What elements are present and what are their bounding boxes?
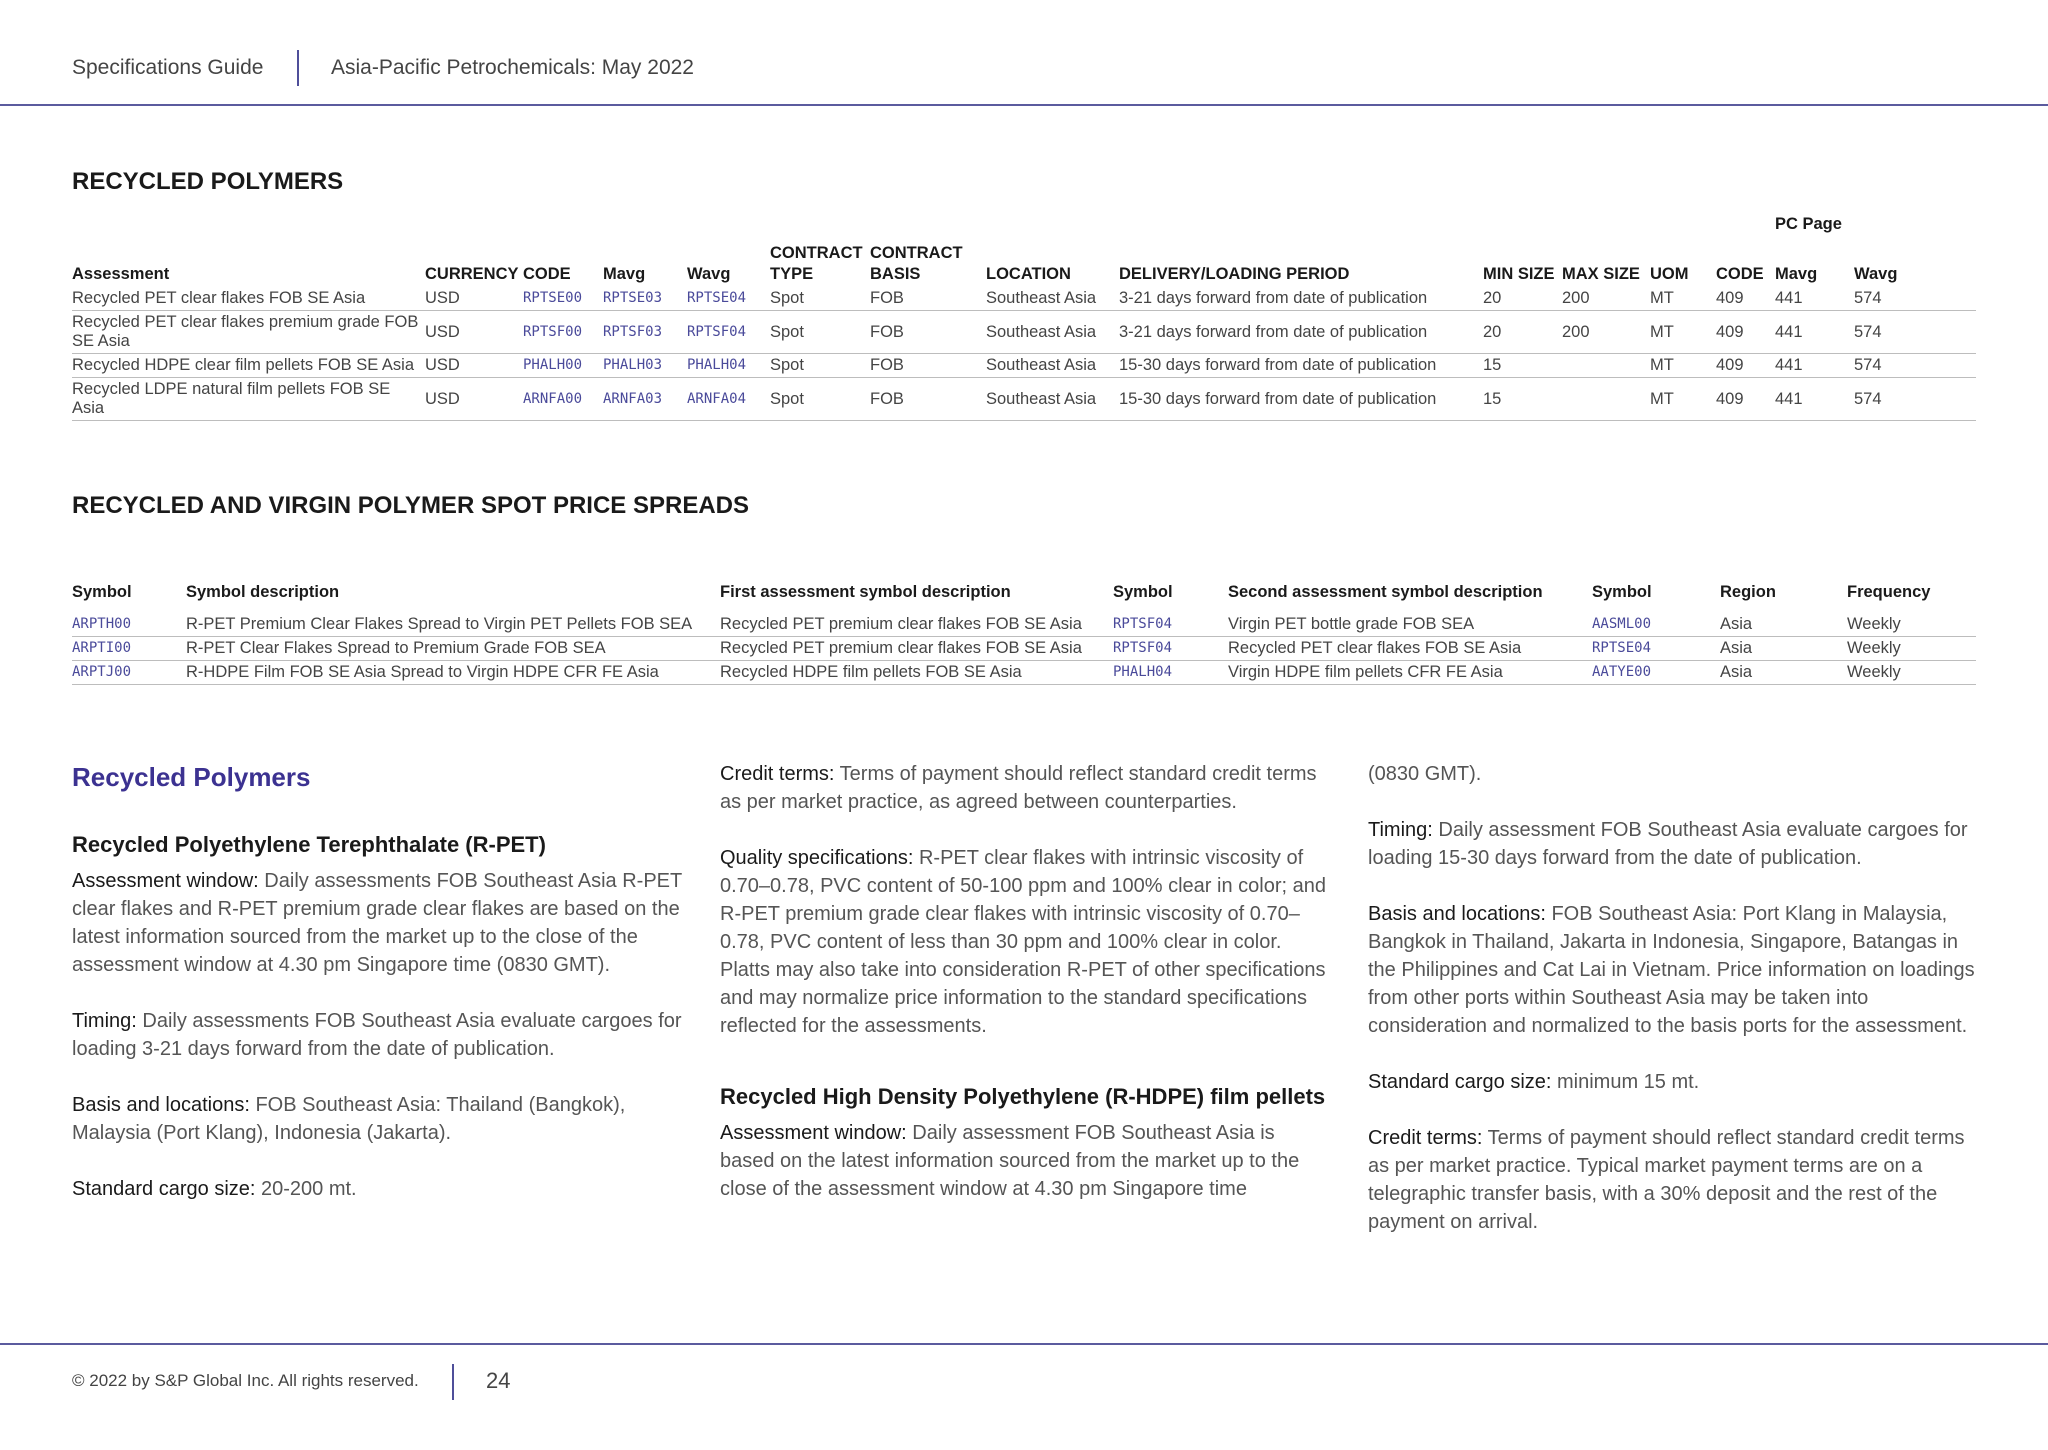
pc-code-cell: 409 xyxy=(1716,378,1775,421)
contract-basis-cell: FOB xyxy=(870,287,986,311)
currency-cell: USD xyxy=(425,311,523,354)
uom-cell: MT xyxy=(1650,354,1716,378)
frequency-cell: Weekly xyxy=(1847,661,1976,685)
rhdpe-assessment-window-cont: (0830 GMT). xyxy=(1368,763,1482,785)
assessment-cell: Recycled PET clear flakes premium grade FOB SE Asia xyxy=(72,311,425,354)
pc-wavg-cell: 574 xyxy=(1854,287,1976,311)
uom-cell: MT xyxy=(1650,287,1716,311)
column-header: Symbol xyxy=(1592,583,1652,601)
column-header: Wavg xyxy=(687,265,731,283)
column-header: Symbol description xyxy=(186,583,340,601)
table-row xyxy=(72,378,1976,421)
section-title-recycled-polymers: RECYCLED POLYMERS xyxy=(72,168,344,195)
column-header: Assessment xyxy=(72,265,170,283)
contract-basis-cell: FOB xyxy=(870,311,986,354)
rhdpe-credit-terms: Credit terms: Terms of payment should reflect standard credit terms as per market practice. Typical market payment terms are on a telegraphic transfer basis, with a 30% deposit and the rest of the payment on arrival. xyxy=(1368,1127,1965,1233)
pc-page-label: PC Page xyxy=(1775,215,1842,233)
column-header: LOCATION xyxy=(986,265,1071,283)
rhdpe-timing: Timing: Daily assessment FOB Southeast Asia evaluate cargoes for loading 15-30 days forward from the date of publication. xyxy=(1368,819,1968,869)
text-column-2 xyxy=(720,760,1330,1231)
column-header: Region xyxy=(1720,583,1776,601)
copyright: © 2022 by S&P Global Inc. All rights reserved. xyxy=(72,1371,419,1390)
second-symbol-cell: AASML00 xyxy=(1592,613,1720,637)
symbol-cell: ARPTH00 xyxy=(72,613,186,637)
rpet-basis: Basis and locations: FOB Southeast Asia: Thailand (Bangkok), Malaysia (Port Klang), Indonesia (Jakarta). xyxy=(72,1094,626,1144)
column-header: Mavg xyxy=(1775,265,1818,283)
min-size-cell: 15 xyxy=(1483,354,1562,378)
delivery-period-cell: 3-21 days forward from date of publication xyxy=(1119,311,1483,354)
contract-basis-cell: FOB xyxy=(870,378,986,421)
contract-type-cell: Spot xyxy=(770,287,870,311)
column-header: Second assessment symbol description xyxy=(1228,583,1543,601)
column-header: Symbol xyxy=(1113,583,1173,601)
delivery-period-cell: 15-30 days forward from date of publication xyxy=(1119,354,1483,378)
mavg-code-cell: ARNFA03 xyxy=(603,378,687,421)
first-assessment-cell: Recycled HDPE film pellets FOB SE Asia xyxy=(720,661,1113,685)
location-cell: Southeast Asia xyxy=(986,354,1119,378)
currency-cell: USD xyxy=(425,354,523,378)
contract-type-cell: Spot xyxy=(770,354,870,378)
column-header: Symbol xyxy=(72,583,132,601)
delivery-period-cell: 3-21 days forward from date of publication xyxy=(1119,287,1483,311)
page-header xyxy=(0,0,2048,106)
wavg-code-cell: PHALH04 xyxy=(687,354,770,378)
table-header-row xyxy=(72,237,1976,287)
first-symbol-cell: RPTSF04 xyxy=(1113,613,1228,637)
main-heading: Recycled Polymers xyxy=(72,762,311,792)
pc-code-cell: 409 xyxy=(1716,311,1775,354)
column-header: DELIVERY/LOADING PERIOD xyxy=(1119,265,1350,283)
pc-page-header-row xyxy=(72,214,1976,237)
second-assessment-cell: Recycled PET clear flakes FOB SE Asia xyxy=(1228,637,1592,661)
location-cell: Southeast Asia xyxy=(986,287,1119,311)
first-symbol-cell: PHALH04 xyxy=(1113,661,1228,685)
frequency-cell: Weekly xyxy=(1847,613,1976,637)
column-header: CONTRACT BASIS xyxy=(870,244,963,283)
table-row xyxy=(72,354,1976,378)
column-header: Frequency xyxy=(1847,583,1931,601)
column-header: CODE xyxy=(523,265,571,283)
mavg-code-cell: RPTSE03 xyxy=(603,287,687,311)
section-title-price-spreads: RECYCLED AND VIRGIN POLYMER SPOT PRICE SPREADS xyxy=(72,492,749,519)
rpet-quality-specs: Quality specifications: R-PET clear flakes with intrinsic viscosity of 0.70–0.78, PVC content of 50-100 ppm and 100% clear in color; and R-PET premium grade clear flakes with intrinsic viscosity of 0.70–0.78, PVC content of less than 30 ppm and 100% clear in color. Platts may also take into consideration R-PET of other specifications and may normalize price information to the standard specifications reflected for the assessments. xyxy=(720,847,1326,1037)
pc-mavg-cell: 441 xyxy=(1775,378,1854,421)
rhdpe-cargo-size: Standard cargo size: minimum 15 mt. xyxy=(1368,1071,1700,1093)
location-cell: Southeast Asia xyxy=(986,378,1119,421)
rpet-credit-terms: Credit terms: Terms of payment should reflect standard credit terms as per market practice, as agreed between counterparties. xyxy=(720,763,1317,813)
first-symbol-cell: RPTSF04 xyxy=(1113,637,1228,661)
rpet-cargo-size: Standard cargo size: 20-200 mt. xyxy=(72,1178,357,1200)
rpet-assessment-window: Assessment window: Daily assessments FOB Southeast Asia R-PET clear flakes and R-PET premium grade clear flakes are based on the latest information sourced from the market up to the close of the assessment window at 4.30 pm Singapore time (0830 GMT). xyxy=(72,870,682,976)
mavg-code-cell: RPTSF03 xyxy=(603,311,687,354)
region-cell: Asia xyxy=(1720,637,1847,661)
page-number: 24 xyxy=(486,1368,511,1393)
symbol-cell: ARPTI00 xyxy=(72,637,186,661)
contract-type-cell: Spot xyxy=(770,311,870,354)
pc-wavg-cell: 574 xyxy=(1854,311,1976,354)
column-header: UOM xyxy=(1650,265,1689,283)
contract-basis-cell: FOB xyxy=(870,354,986,378)
pc-wavg-cell: 574 xyxy=(1854,354,1976,378)
text-column-3 xyxy=(1368,760,1978,1264)
region-cell: Asia xyxy=(1720,613,1847,637)
rhdpe-basis: Basis and locations: FOB Southeast Asia: Port Klang in Malaysia, Bangkok in Thailand, Jakarta in Indonesia, Singapore, Batangas in the Philippines and Cat Lai in Vietnam. Price information on loadings from other ports within Southeast Asia may be taken into consideration and normalized to the basis ports for the assessment. xyxy=(1368,903,1975,1037)
min-size-cell: 20 xyxy=(1483,287,1562,311)
assessment-cell: Recycled HDPE clear film pellets FOB SE Asia xyxy=(72,354,425,378)
pc-wavg-cell: 574 xyxy=(1854,378,1976,421)
recycled-polymers-table xyxy=(72,214,1976,421)
second-assessment-cell: Virgin PET bottle grade FOB SEA xyxy=(1228,613,1592,637)
column-header: Wavg xyxy=(1854,265,1898,283)
table-row xyxy=(72,311,1976,354)
column-header: MAX SIZE xyxy=(1562,265,1640,283)
symbol-description-cell: R-PET Premium Clear Flakes Spread to Virgin PET Pellets FOB SEA xyxy=(186,613,720,637)
rpet-heading: Recycled Polyethylene Terephthalate (R-PET) xyxy=(72,832,546,857)
assessment-cell: Recycled PET clear flakes FOB SE Asia xyxy=(72,287,425,311)
footer-divider xyxy=(452,1364,454,1400)
region-cell: Asia xyxy=(1720,661,1847,685)
uom-cell: MT xyxy=(1650,378,1716,421)
uom-cell: MT xyxy=(1650,311,1716,354)
code-cell: ARNFA00 xyxy=(523,378,603,421)
contract-type-cell: Spot xyxy=(770,378,870,421)
currency-cell: USD xyxy=(425,378,523,421)
text-column-1 xyxy=(72,760,682,1231)
column-header: CURRENCY xyxy=(425,265,519,283)
wavg-code-cell: RPTSE04 xyxy=(687,287,770,311)
column-header: Mavg xyxy=(603,265,646,283)
table-row xyxy=(72,637,1976,661)
price-spreads-table xyxy=(72,577,1976,685)
symbol-cell: ARPTJ00 xyxy=(72,661,186,685)
delivery-period-cell: 15-30 days forward from date of publication xyxy=(1119,378,1483,421)
rpet-timing: Timing: Daily assessments FOB Southeast Asia evaluate cargoes for loading 3-21 days forward from the date of publication. xyxy=(72,1010,682,1060)
frequency-cell: Weekly xyxy=(1847,637,1976,661)
pc-mavg-cell: 441 xyxy=(1775,311,1854,354)
table-row xyxy=(72,661,1976,685)
symbol-description-cell: R-HDPE Film FOB SE Asia Spread to Virgin HDPE CFR FE Asia xyxy=(186,661,720,685)
max-size-cell xyxy=(1562,378,1650,421)
pc-code-cell: 409 xyxy=(1716,354,1775,378)
second-assessment-cell: Virgin HDPE film pellets CFR FE Asia xyxy=(1228,661,1592,685)
rhdpe-heading: Recycled High Density Polyethylene (R-HDPE) film pellets xyxy=(720,1084,1326,1109)
table-row xyxy=(72,613,1976,637)
table-row xyxy=(72,287,1976,311)
guide-title: Specifications Guide xyxy=(72,56,264,79)
max-size-cell xyxy=(1562,354,1650,378)
wavg-code-cell: RPTSF04 xyxy=(687,311,770,354)
max-size-cell: 200 xyxy=(1562,287,1650,311)
pc-mavg-cell: 441 xyxy=(1775,354,1854,378)
currency-cell: USD xyxy=(425,287,523,311)
table-header-row xyxy=(72,577,1976,605)
code-cell: RPTSE00 xyxy=(523,287,603,311)
header-divider xyxy=(297,50,299,86)
page-footer xyxy=(0,1343,2048,1450)
column-header: CODE xyxy=(1716,265,1764,283)
second-symbol-cell: RPTSE04 xyxy=(1592,637,1720,661)
code-cell: PHALH00 xyxy=(523,354,603,378)
min-size-cell: 15 xyxy=(1483,378,1562,421)
min-size-cell: 20 xyxy=(1483,311,1562,354)
column-header: MIN SIZE xyxy=(1483,265,1555,283)
max-size-cell: 200 xyxy=(1562,311,1650,354)
rhdpe-assessment-window: Assessment window: Daily assessment FOB Southeast Asia is based on the latest information sourced from the market up to the close of the assessment window at 4.30 pm Singapore time xyxy=(720,1122,1300,1200)
location-cell: Southeast Asia xyxy=(986,311,1119,354)
mavg-code-cell: PHALH03 xyxy=(603,354,687,378)
column-header: CONTRACT TYPE xyxy=(770,244,863,283)
code-cell: RPTSF00 xyxy=(523,311,603,354)
first-assessment-cell: Recycled PET premium clear flakes FOB SE Asia xyxy=(720,637,1113,661)
column-header: First assessment symbol description xyxy=(720,583,1011,601)
pc-mavg-cell: 441 xyxy=(1775,287,1854,311)
wavg-code-cell: ARNFA04 xyxy=(687,378,770,421)
second-symbol-cell: AATYE00 xyxy=(1592,661,1720,685)
assessment-cell: Recycled LDPE natural film pellets FOB SE Asia xyxy=(72,378,425,421)
pc-code-cell: 409 xyxy=(1716,287,1775,311)
symbol-description-cell: R-PET Clear Flakes Spread to Premium Grade FOB SEA xyxy=(186,637,720,661)
first-assessment-cell: Recycled PET premium clear flakes FOB SE Asia xyxy=(720,613,1113,637)
document-title: Asia-Pacific Petrochemicals: May 2022 xyxy=(331,56,694,79)
